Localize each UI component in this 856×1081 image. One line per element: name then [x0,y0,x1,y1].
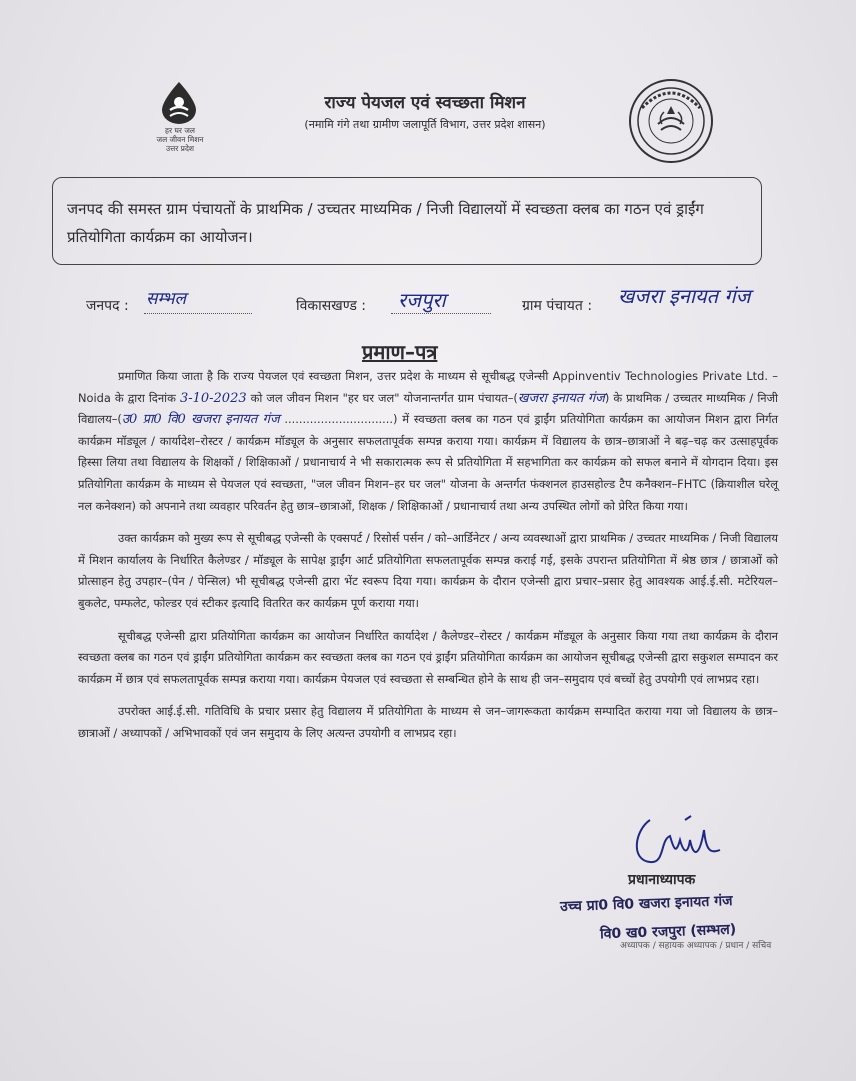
school-name-filled: उ0 प्रा0 वि0 खजरा इनायत गंज [121,412,280,428]
mission-subtitle: (नमामि गंगे तथा ग्रामीण जलापूर्ति विभाग, उत्तर प्रदेश शासन) [304,118,546,131]
p1-text-d: ..............................) में स्वच्छता क्लब का गठन एवं ड्राईंग प्रतियोगिता कार्यक्रम का आयोजन मिशन द्वारा निर्गत कार्यक्रम मॉड्यूल / कार्यादेश–रोस्टर / कार्यक्रम मॉड्यूल के अनुसार सफलतापूर्वक सम्पन्न कराया गया। कार्यक्रम में विद्यालय के छात्र–छात्राओं ने बढ़–चढ़ कर उत्साहपूर्वक हिस्सा लिया तथा विद्यालय के शिक्षकों / शिक्षिकाओं / प्रधानाचार्य ने भी सकारात्मक रूप से प्रतियोगिता में सहभागिता कर कार्यक्रम को सफल बनाने में योगदान दिया। इस प्रतियोगिता कार्यक्रम के माध्यम से पेयजल एवं स्वच्छता, "जल जीवन मिशन–हर घर जल" योजना के अन्तर्गत फंक्शनल हाउसहोल्ड टैप कनैक्शन–FHTC (क्रियाशील घरेलू नल कनेक्शन) को अपनाने तथा व्यवहार परिवर्तन हेतु छात्र–छात्राओं, शिक्षक / शिक्षिकाओं / प्रधानाचार्य तथा अन्य उपस्थित लोगों को प्रेरित किया गया। [78,412,779,513]
p1-text-c: ) के प्राथमिक / उच्चतर माध्यमिक / निजी विद्यालय–( [78,390,778,427]
mission-title: राज्य पेयजल एवं स्वच्छता मिशन [324,93,526,113]
logo-line-1: हर घर जल [165,126,195,135]
logo-line-3: उत्तर प्रदेश [165,144,195,153]
paragraph-3: सूचीबद्ध एजेन्सी द्वारा प्रतियोगिता कार्यक्रम का आयोजन निर्धारित कार्यादेश / कैलेण्डर–रोस्टर / कार्यक्रम मॉड्यूल के अनुसार किया गया तथा कार्यक्रम के दौरान स्वच्छता क्लब का गठन एवं ड्राईंग प्रतियोगिता कार्यक्रम कर स्वच्छता क्लब का गठन एवं ड्राईंग प्रतियोगिता कार्यक्रम का आयोजन सूचीबद्ध एजेन्सी द्वारा सकुशल सम्पादन कर कार्यक्रम में छात्र एवं सफलतापूर्वक सम्पन्न कराया गया। कार्यक्रम पेयजल एवं स्वच्छता से सम्बन्धित होने के साथ ही जन–समुदाय एवं बच्चों हेतु उपयोगी एवं लाभप्रद रहा। [78,628,778,686]
handwritten-signature [630,810,730,870]
header [240,90,610,132]
p1-text-a: प्रमाणित किया जाता है कि राज्य पेयजल एवं स्वच्छता मिशन, उत्तर प्रदेश के माध्यम से सूचीबद्ध एजेन्सी Appinventiv Technologies Private Ltd. – Noida के द्वारा दिनांक [78,369,778,405]
certificate-title: प्रमाण–पत्र [362,340,438,364]
program-date: 3-10-2023 [179,390,247,406]
certificate-body [78,366,778,756]
up-government-seal-icon [628,78,714,164]
panchayat-label: ग्राम पंचायत : [522,298,593,314]
district-label: जनपद : [86,298,129,314]
block-label: विकासखण्ड : [296,298,367,314]
district-value: सम्भल [146,289,187,309]
paragraph-4: उपरोक्त आई.ई.सी. गतिविधि के प्रचार प्रसार हेतु विद्यालय में प्रतियोगिता के माध्यम से जन–जागरूकता कार्यक्रम सम्पादित कराया गया जो विद्यालय के छात्र–छात्राओं / अध्यापकों / अभिभावकों एवं जन समुदाय के लिए अत्यन्त उपयोगी व लाभप्रद रहा। [78,704,778,740]
paragraph-2: उक्त कार्यक्रम को मुख्य रूप से सूचीबद्ध एजेन्सी के एक्सपर्ट / रिसोर्स पर्सन / को–आर्डिनेटर / अन्य व्यवस्थाओं द्वारा प्राथमिक / उच्चतर माध्यमिक / निजी विद्यालय में मिशन कार्यालय के निर्धारित कैलेण्डर / मॉड्यूल के सापेक्ष ड्राईंग आर्ट प्रतियोगिता सफलतापूर्वक सम्पन्न कराई गई, इसके उपरान्त प्रतियोगिता में श्रेष्ठ छात्र / छात्राओं को प्रोत्साहन हेतु उपहार–(पेन / पेन्सिल) भी सूचीबद्ध एजेन्सी द्वारा भेंट स्वरूप दिया गया। कार्यक्रम के दौरान एजेन्सी द्वारा प्रचार–प्रसार हेतु आवश्यक आई.ई.सी. मटेरियल–बुकलेट, पम्फलेट, फोल्डर एवं स्टीकर इत्यादि वितरित कर कार्यक्रम पूर्ण कराया गया। [78,531,778,610]
signature-block [560,810,820,970]
har-ghar-jal-logo [140,80,220,155]
stamp-designation: अध्यापक / सहायक अध्यापक / प्रधान / सचिव [620,941,772,951]
school-stamp-line2: वि0 ख0 रजपुरा (सम्भल) [599,921,737,943]
headmaster-title: प्रधानाध्यापक [628,872,696,888]
paragraph-1 [78,366,778,517]
water-drop-icon [156,80,202,126]
logo-line-2: जल जीवन मिशन [156,135,204,144]
location-fields [86,282,826,322]
panchayat-value: खजरा इनायत गंज [618,284,751,308]
p1-text-b: को जल जीवन मिशन "हर घर जल" योजनान्तर्गत ग्राम पंचायत–( [250,390,518,405]
block-value: रजपुरा [398,288,446,312]
program-topic-box: जनपद की समस्त ग्राम पंचायतों के प्राथमिक / उच्चतर माध्यमिक / निजी विद्यालयों में स्वच्छता क्लब का गठन एवं ड्राईंग प्रतियोगिता कार्यक्रम का आयोजन। [52,177,762,265]
gram-panchayat-filled: खजरा इनायत गंज [517,390,605,406]
school-stamp-line1: उच्च प्रा0 वि0 खजरा इनायत गंज [559,892,733,916]
